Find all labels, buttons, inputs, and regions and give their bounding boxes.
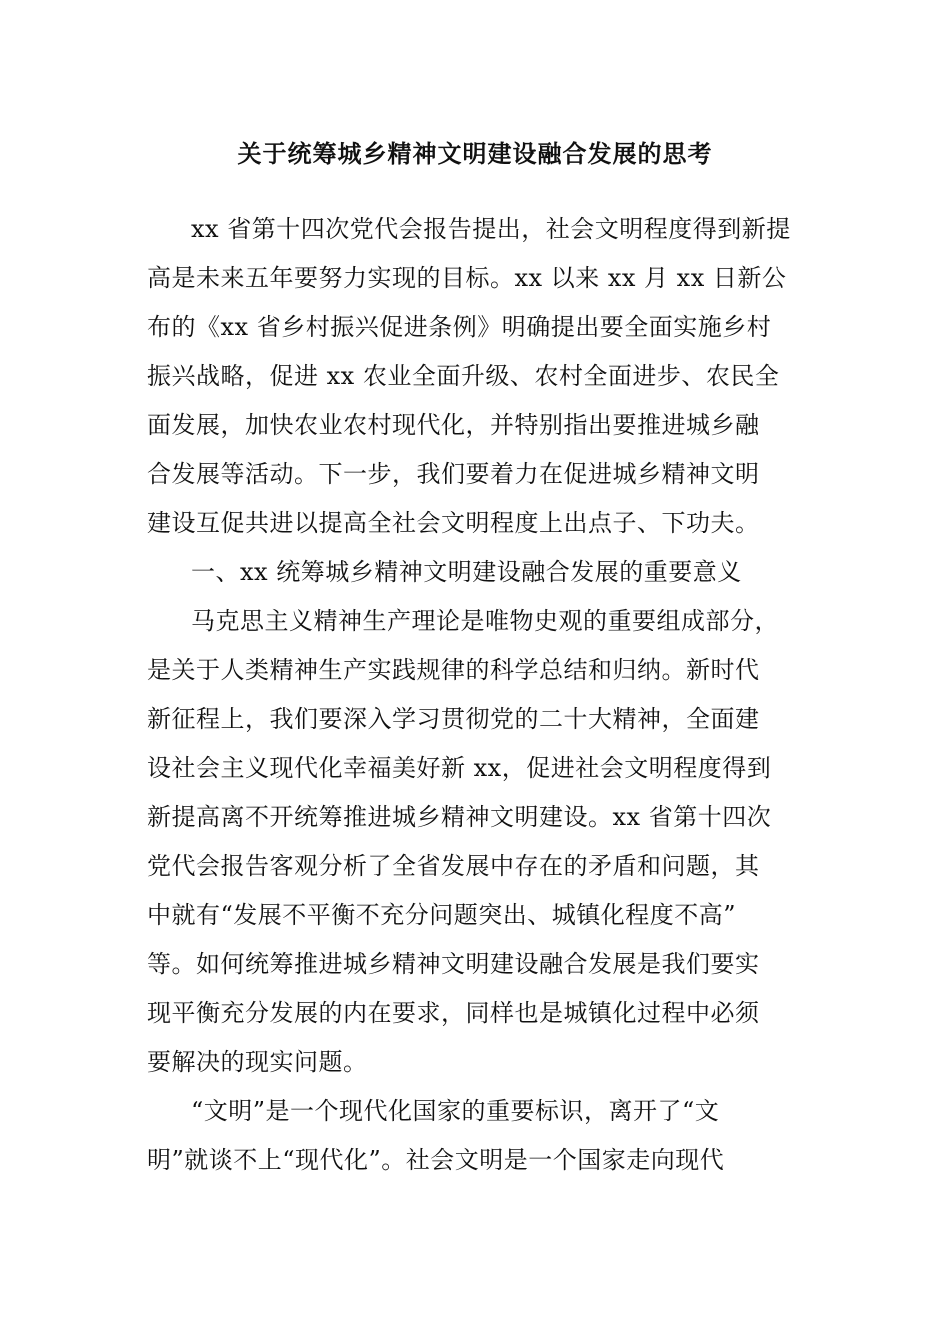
paragraph-line: “文明”是一个现代化国家的重要标识，离开了“文: [191, 1097, 720, 1125]
paragraph-line: 设社会主义现代化幸福美好新 xx，促进社会文明程度得到: [147, 754, 772, 782]
paragraph-line: 新征程上，我们要深入学习贯彻党的二十大精神，全面建: [147, 705, 760, 733]
document-body: [147, 205, 807, 1185]
paragraph-line: 高是未来五年要努力实现的目标。xx 以来 xx 月 xx 日新公: [147, 264, 787, 292]
paragraph-line: 中就有“发展不平衡不充分问题突出、城镇化程度不高”: [147, 901, 737, 929]
paragraph-line: 布的《xx 省乡村振兴促进条例》明确提出要全面实施乡村: [147, 313, 772, 341]
paragraph-line: 振兴战略，促进 xx 农业全面升级、农村全面进步、农民全: [147, 362, 780, 390]
paragraph-line: xx 省第十四次党代会报告提出，社会文明程度得到新提: [191, 215, 791, 243]
paragraph-line: 马克思主义精神生产理论是唯物史观的重要组成部分，: [191, 607, 779, 635]
paragraph-line: 明”就谈不上“现代化”。社会文明是一个国家走向现代: [147, 1146, 725, 1174]
paragraph-line: 现平衡充分发展的内在要求，同样也是城镇化过程中必须: [147, 999, 760, 1027]
paragraph-line: 面发展，加快农业农村现代化，并特别指出要推进城乡融: [147, 411, 760, 439]
paragraph-line: 建设互促共进以提高全社会文明程度上出点子、下功夫。: [147, 509, 760, 537]
section-heading: 一、xx 统筹城乡精神文明建设融合发展的重要意义: [191, 558, 742, 586]
paragraph-line: 新提高离不开统筹推进城乡精神文明建设。xx 省第十四次: [147, 803, 772, 831]
document-title: 关于统筹城乡精神文明建设融合发展的思考: [237, 139, 713, 168]
paragraph-line: 要解决的现实问题。: [147, 1048, 368, 1076]
paragraph-line: 党代会报告客观分析了全省发展中存在的矛盾和问题，其: [147, 852, 760, 880]
paragraph-line: 合发展等活动。下一步，我们要着力在促进城乡精神文明: [147, 460, 760, 488]
paragraph-line: 等。如何统筹推进城乡精神文明建设融合发展是我们要实: [147, 950, 760, 978]
paragraph-line: 是关于人类精神生产实践规律的科学总结和归纳。新时代: [147, 656, 760, 684]
